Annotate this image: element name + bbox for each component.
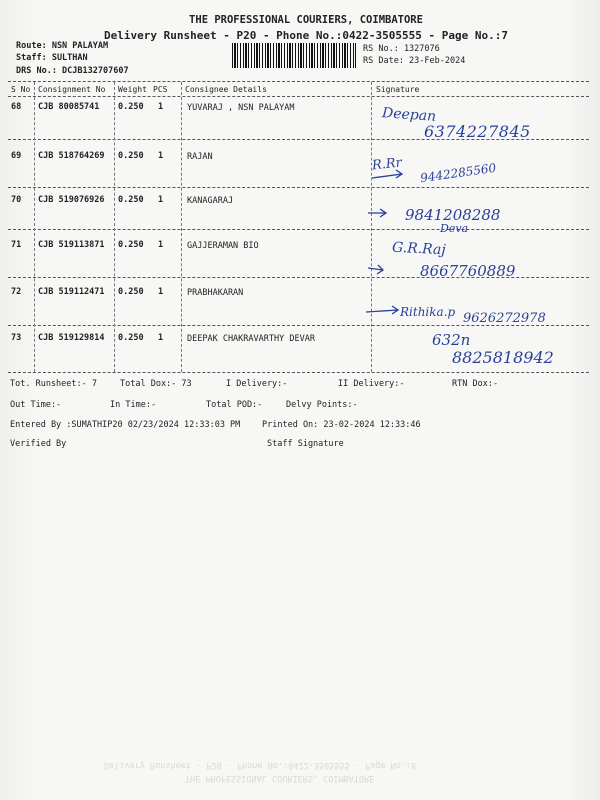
handwritten-signature: R.Rr (371, 155, 403, 174)
row-sno: 73 (11, 333, 22, 343)
row-consignee: KANAGARAJ (187, 196, 234, 206)
first-delivery: I Delivery:- (226, 379, 288, 389)
col-header-signature: Signature (376, 85, 420, 94)
drs-number: DRS No.: DCJB132707607 (16, 66, 129, 76)
col-header-consignee: Consignee Details (185, 85, 267, 94)
rs-number: RS No.: 1327076 (363, 44, 440, 54)
col-header-weight: Weight (118, 85, 147, 94)
row-pcs: 1 (158, 195, 164, 205)
handwritten-signature: Rithika.p (400, 305, 456, 319)
row-consignment: CJB 519076926 (38, 195, 105, 205)
row-consignee: YUVARAJ , NSN PALAYAM (187, 103, 295, 113)
handwritten-signature: 632n (432, 331, 471, 349)
row-sno: 70 (11, 195, 22, 205)
handwritten-phone: 9841208288 (405, 206, 501, 224)
row-consignee: PRABHAKARAN (187, 288, 244, 298)
handwritten-phone: 8667760889 (420, 262, 516, 280)
row-pcs: 1 (158, 102, 164, 112)
col-header-pcs: PCS (153, 85, 168, 94)
bleed-through-company: THE PROFESSIONAL COURIERS, COIMBATORE (185, 773, 375, 783)
verified-by: Verified By (10, 439, 67, 449)
row-sno: 68 (11, 102, 22, 112)
route-label: Route: NSN PALAYAM (16, 41, 109, 51)
row-consignment: CJB 519112471 (38, 287, 105, 297)
row-pcs: 1 (158, 333, 164, 343)
entered-by: Entered By :SUMATHIP20 02/23/2024 12:33:03 PM (10, 420, 241, 430)
second-delivery: II Delivery:- (338, 379, 405, 389)
handwritten-signature: G.R.Raj (391, 239, 447, 259)
total-pod: Total POD:- (206, 400, 263, 410)
row-sno: 71 (11, 240, 22, 250)
row-weight: 0.250 (118, 151, 144, 161)
row-sno: 69 (11, 151, 22, 161)
runsheet-title: Delivery Runsheet - P20 - Phone No.:0422-3505555 - Page No.:7 (104, 29, 508, 42)
total-runsheet: Tot. Runsheet:- 7 (10, 379, 97, 389)
handwritten-phone: 9626272978 (463, 311, 546, 326)
staff-signature: Staff Signature (267, 439, 344, 449)
row-consignee: RAJAN (187, 152, 213, 162)
staff-label: Staff: SULTHAN (16, 53, 88, 63)
row-weight: 0.250 (118, 287, 144, 297)
in-time: In Time:- (110, 400, 157, 410)
handwritten-phone: 9442285560 (419, 160, 497, 186)
handwritten-phone: 8825818942 (452, 348, 554, 367)
col-header-sno: S No (11, 85, 31, 94)
handwritten-signature: Deepan (381, 105, 437, 125)
rtn-dox: RTN Dox:- (452, 379, 499, 389)
row-consignee: GAJJERAMAN BIO (187, 241, 259, 251)
row-consignment: CJB 518764269 (38, 151, 105, 161)
handwritten-phone: 6374227845 (424, 122, 531, 141)
company-title: THE PROFESSIONAL COURIERS, COIMBATORE (189, 14, 423, 26)
row-weight: 0.250 (118, 333, 144, 343)
row-consignee: DEEPAK CHAKRAVARTHY DEVAR (187, 334, 315, 344)
rs-date: RS Date: 23-Feb-2024 (363, 56, 466, 66)
handwritten-note: Deva (440, 222, 469, 235)
row-consignment: CJB 519113871 (38, 240, 105, 250)
row-sno: 72 (11, 287, 22, 297)
row-consignment: CJB 519129814 (38, 333, 105, 343)
row-pcs: 1 (158, 151, 164, 161)
delivery-points: Delvy Points:- (286, 400, 358, 410)
row-weight: 0.250 (118, 240, 144, 250)
row-consignment: CJB 80085741 (38, 102, 100, 112)
bleed-through-runsheet: Delivery Runsheet - P20 - Phone No.:0422-3505555 - Page No.:8 (104, 760, 417, 770)
row-weight: 0.250 (118, 195, 144, 205)
printed-on: Printed On: 23-02-2024 12:33:46 (262, 420, 421, 430)
col-header-consignment: Consignment No (38, 85, 106, 94)
total-dox: Total Dox:- 73 (120, 379, 192, 389)
row-pcs: 1 (158, 287, 164, 297)
row-pcs: 1 (158, 240, 164, 250)
row-weight: 0.250 (118, 102, 144, 112)
out-time: Out Time:- (10, 400, 62, 410)
